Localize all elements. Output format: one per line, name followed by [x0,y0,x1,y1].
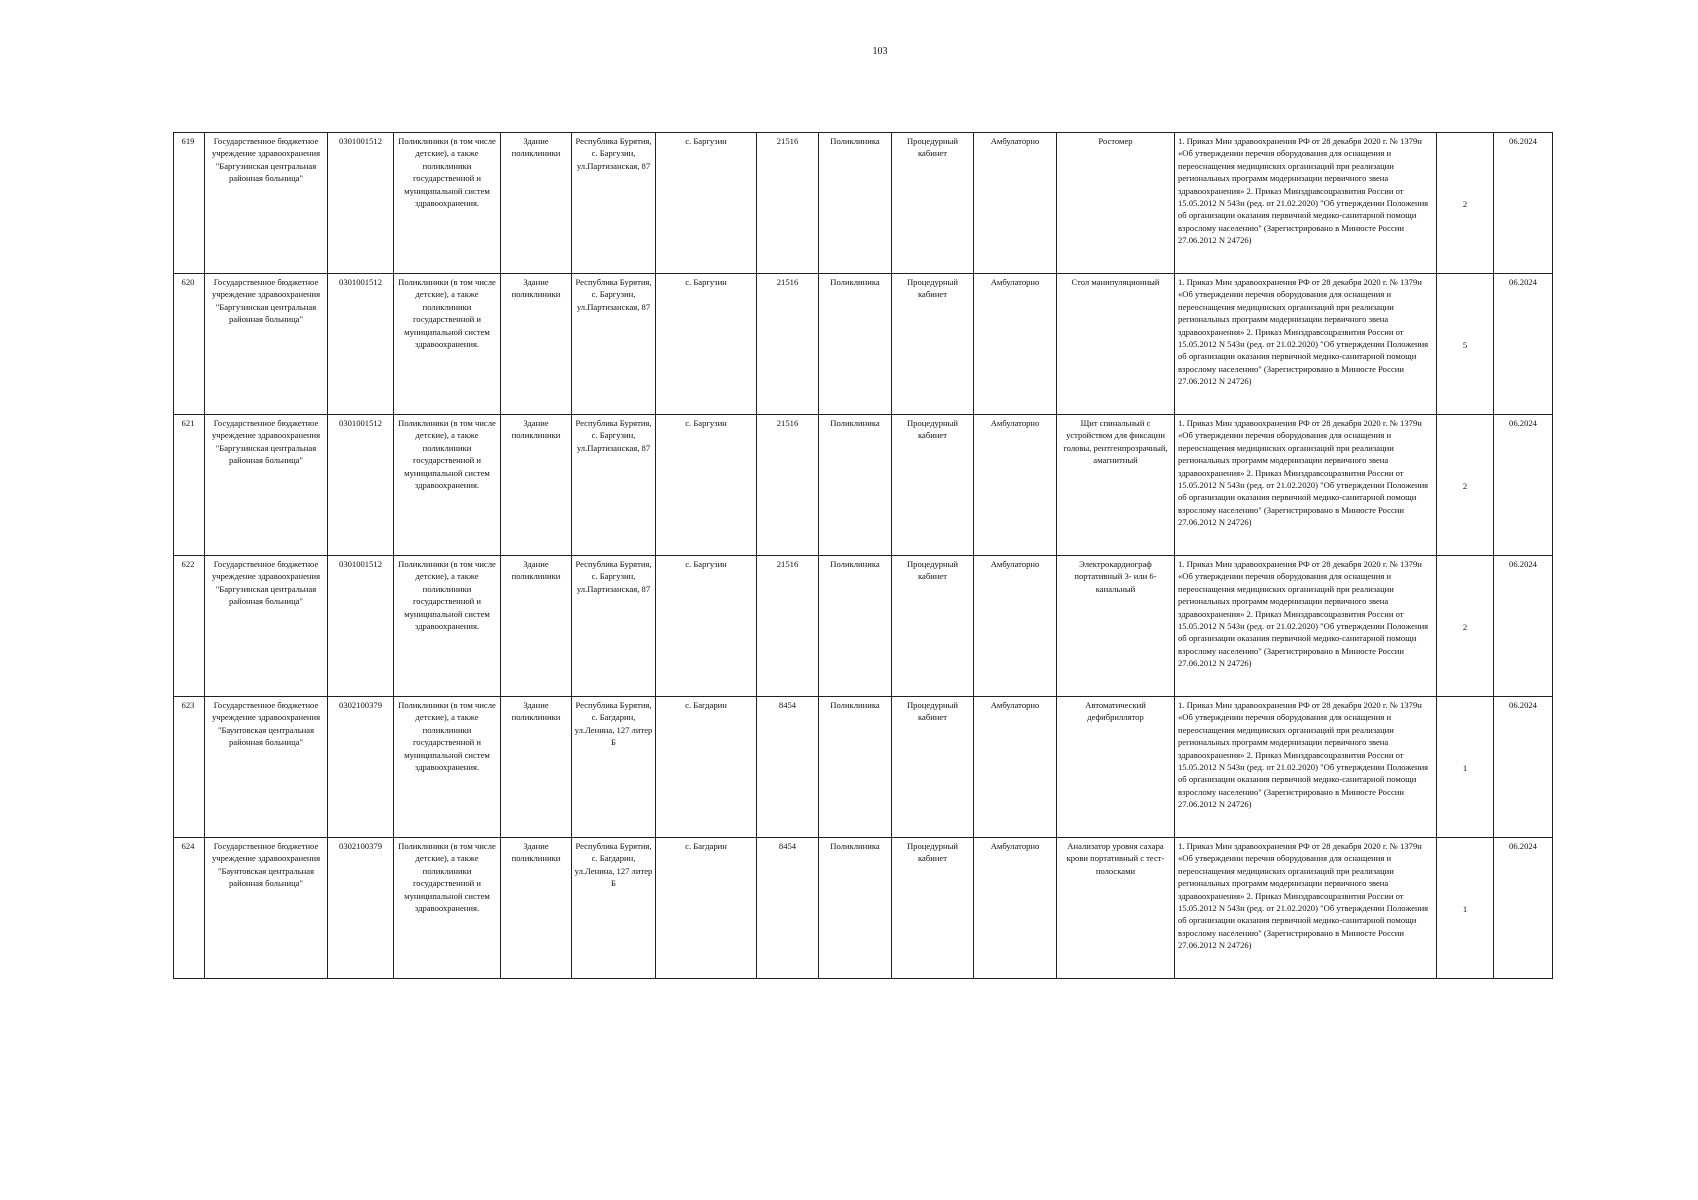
equipment-name: Электрокардиограф портативный 3- или 6-канальный [1057,556,1175,697]
facility-type: Поликлиники (в том числе детские), а также поликлиники государственной и муниципальной систем здравоохранения. [394,556,501,697]
unit: Поликлиника [819,415,892,556]
row-number: 621 [174,415,205,556]
address: Республика Бурятия, с. Баргузин, ул.Партизанская, 87 [572,133,656,274]
equipment-table [173,132,1553,979]
care-mode: Амбулаторно [974,415,1057,556]
delivery-date: 06.2024 [1494,556,1553,697]
legal-basis: 1. Приказ Мин здравоохранения РФ от 28 декабря 2020 г. № 1379н «Об утверждении перечня оборудования для оснащения и переоснащения медицинских организаций при реализации региональных программ модернизации первичного звена здравоохранения» 2. Приказ Минздравсоцразвития России от 15.05.2012 N 543н (ред. от 21.02.2020) "Об утверждении Положения об организации оказания первичной медико-санитарной помощи взрослому населению" (Зарегистрировано в Минюсте России 27.06.2012 N 24726) [1175,697,1437,838]
address: Республика Бурятия, с. Баргузин, ул.Партизанская, 87 [572,556,656,697]
locality: с. Багдарин [656,838,757,979]
row-number: 620 [174,274,205,415]
row-number: 619 [174,133,205,274]
unit: Поликлиника [819,274,892,415]
row-number: 624 [174,838,205,979]
quantity: 1 [1437,838,1494,979]
table-row [174,133,1553,274]
table-row [174,274,1553,415]
locality: с. Баргузин [656,274,757,415]
unit: Поликлиника [819,838,892,979]
building: Здание поликлиники [501,838,572,979]
care-mode: Амбулаторно [974,133,1057,274]
quantity: 2 [1437,556,1494,697]
locality: с. Баргузин [656,133,757,274]
equipment-name: Анализатор уровня сахара крови портативный с тест-полосками [1057,838,1175,979]
legal-basis: 1. Приказ Мин здравоохранения РФ от 28 декабря 2020 г. № 1379н «Об утверждении перечня оборудования для оснащения и переоснащения медицинских организаций при реализации региональных программ модернизации первичного звена здравоохранения» 2. Приказ Минздравсоцразвития России от 15.05.2012 N 543н (ред. от 21.02.2020) "Об утверждении Положения об организации оказания первичной медико-санитарной помощи взрослому населению" (Зарегистрировано в Минюсте России 27.06.2012 N 24726) [1175,556,1437,697]
building: Здание поликлиники [501,133,572,274]
room: Процедурный кабинет [892,133,974,274]
facility-type: Поликлиники (в том числе детские), а также поликлиники государственной и муниципальной систем здравоохранения. [394,274,501,415]
organization-code: 0302100379 [328,697,394,838]
room: Процедурный кабинет [892,838,974,979]
oktmo-code: 21516 [757,556,819,697]
facility-type: Поликлиники (в том числе детские), а также поликлиники государственной и муниципальной систем здравоохранения. [394,133,501,274]
legal-basis: 1. Приказ Мин здравоохранения РФ от 28 декабря 2020 г. № 1379н «Об утверждении перечня оборудования для оснащения и переоснащения медицинских организаций при реализации региональных программ модернизации первичного звена здравоохранения» 2. Приказ Минздравсоцразвития России от 15.05.2012 N 543н (ред. от 21.02.2020) "Об утверждении Положения об организации оказания первичной медико-санитарной помощи взрослому населению" (Зарегистрировано в Минюсте России 27.06.2012 N 24726) [1175,415,1437,556]
building: Здание поликлиники [501,415,572,556]
building: Здание поликлиники [501,697,572,838]
room: Процедурный кабинет [892,415,974,556]
page-number: 103 [872,46,888,57]
table-row [174,838,1553,979]
table-row [174,556,1553,697]
address: Республика Бурятия, с. Баргузин, ул.Партизанская, 87 [572,274,656,415]
address: Республика Бурятия, с. Багдарин, ул.Ленина, 127 литер Б [572,697,656,838]
equipment-name: Стол манипуляционный [1057,274,1175,415]
organization-name: Государственное бюджетное учреждение здравоохранения "Баргузинская центральная районная больница" [205,133,328,274]
quantity: 5 [1437,274,1494,415]
organization-name: Государственное бюджетное учреждение здравоохранения "Баунтовская центральная районная больница" [205,838,328,979]
oktmo-code: 8454 [757,697,819,838]
care-mode: Амбулаторно [974,697,1057,838]
organization-code: 0301001512 [328,556,394,697]
facility-type: Поликлиники (в том числе детские), а также поликлиники государственной и муниципальной систем здравоохранения. [394,697,501,838]
care-mode: Амбулаторно [974,274,1057,415]
delivery-date: 06.2024 [1494,838,1553,979]
delivery-date: 06.2024 [1494,133,1553,274]
delivery-date: 06.2024 [1494,697,1553,838]
table-body [174,133,1553,979]
table-row [174,697,1553,838]
care-mode: Амбулаторно [974,556,1057,697]
facility-type: Поликлиники (в том числе детские), а также поликлиники государственной и муниципальной систем здравоохранения. [394,838,501,979]
organization-code: 0302100379 [328,838,394,979]
building: Здание поликлиники [501,556,572,697]
building: Здание поликлиники [501,274,572,415]
oktmo-code: 21516 [757,133,819,274]
room: Процедурный кабинет [892,556,974,697]
locality: с. Баргузин [656,415,757,556]
delivery-date: 06.2024 [1494,274,1553,415]
organization-name: Государственное бюджетное учреждение здравоохранения "Баргузинская центральная районная больница" [205,415,328,556]
equipment-name: Щит спинальный с устройством для фиксации головы, рентгенпрозрачный, амагнитный [1057,415,1175,556]
quantity: 2 [1437,133,1494,274]
quantity: 1 [1437,697,1494,838]
unit: Поликлиника [819,697,892,838]
facility-type: Поликлиники (в том числе детские), а также поликлиники государственной и муниципальной систем здравоохранения. [394,415,501,556]
equipment-name: Автоматический дефибриллятор [1057,697,1175,838]
delivery-date: 06.2024 [1494,415,1553,556]
oktmo-code: 8454 [757,838,819,979]
locality: с. Багдарин [656,697,757,838]
locality: с. Баргузин [656,556,757,697]
care-mode: Амбулаторно [974,838,1057,979]
organization-code: 0301001512 [328,415,394,556]
unit: Поликлиника [819,556,892,697]
organization-code: 0301001512 [328,133,394,274]
room: Процедурный кабинет [892,274,974,415]
organization-code: 0301001512 [328,274,394,415]
unit: Поликлиника [819,133,892,274]
equipment-name: Ростомер [1057,133,1175,274]
row-number: 623 [174,697,205,838]
legal-basis: 1. Приказ Мин здравоохранения РФ от 28 декабря 2020 г. № 1379н «Об утверждении перечня оборудования для оснащения и переоснащения медицинских организаций при реализации региональных программ модернизации первичного звена здравоохранения» 2. Приказ Минздравсоцразвития России от 15.05.2012 N 543н (ред. от 21.02.2020) "Об утверждении Положения об организации оказания первичной медико-санитарной помощи взрослому населению" (Зарегистрировано в Минюсте России 27.06.2012 N 24726) [1175,133,1437,274]
room: Процедурный кабинет [892,697,974,838]
address: Республика Бурятия, с. Баргузин, ул.Партизанская, 87 [572,415,656,556]
organization-name: Государственное бюджетное учреждение здравоохранения "Баунтовская центральная районная больница" [205,697,328,838]
address: Республика Бурятия, с. Багдарин, ул.Ленина, 127 литер Б [572,838,656,979]
oktmo-code: 21516 [757,274,819,415]
organization-name: Государственное бюджетное учреждение здравоохранения "Баргузинская центральная районная больница" [205,556,328,697]
legal-basis: 1. Приказ Мин здравоохранения РФ от 28 декабря 2020 г. № 1379н «Об утверждении перечня оборудования для оснащения и переоснащения медицинских организаций при реализации региональных программ модернизации первичного звена здравоохранения» 2. Приказ Минздравсоцразвития России от 15.05.2012 N 543н (ред. от 21.02.2020) "Об утверждении Положения об организации оказания первичной медико-санитарной помощи взрослому населению" (Зарегистрировано в Минюсте России 27.06.2012 N 24726) [1175,274,1437,415]
table-row [174,415,1553,556]
oktmo-code: 21516 [757,415,819,556]
organization-name: Государственное бюджетное учреждение здравоохранения "Баргузинская центральная районная больница" [205,274,328,415]
row-number: 622 [174,556,205,697]
legal-basis: 1. Приказ Мин здравоохранения РФ от 28 декабря 2020 г. № 1379н «Об утверждении перечня оборудования для оснащения и переоснащения медицинских организаций при реализации региональных программ модернизации первичного звена здравоохранения» 2. Приказ Минздравсоцразвития России от 15.05.2012 N 543н (ред. от 21.02.2020) "Об утверждении Положения об организации оказания первичной медико-санитарной помощи взрослому населению" (Зарегистрировано в Минюсте России 27.06.2012 N 24726) [1175,838,1437,979]
quantity: 2 [1437,415,1494,556]
